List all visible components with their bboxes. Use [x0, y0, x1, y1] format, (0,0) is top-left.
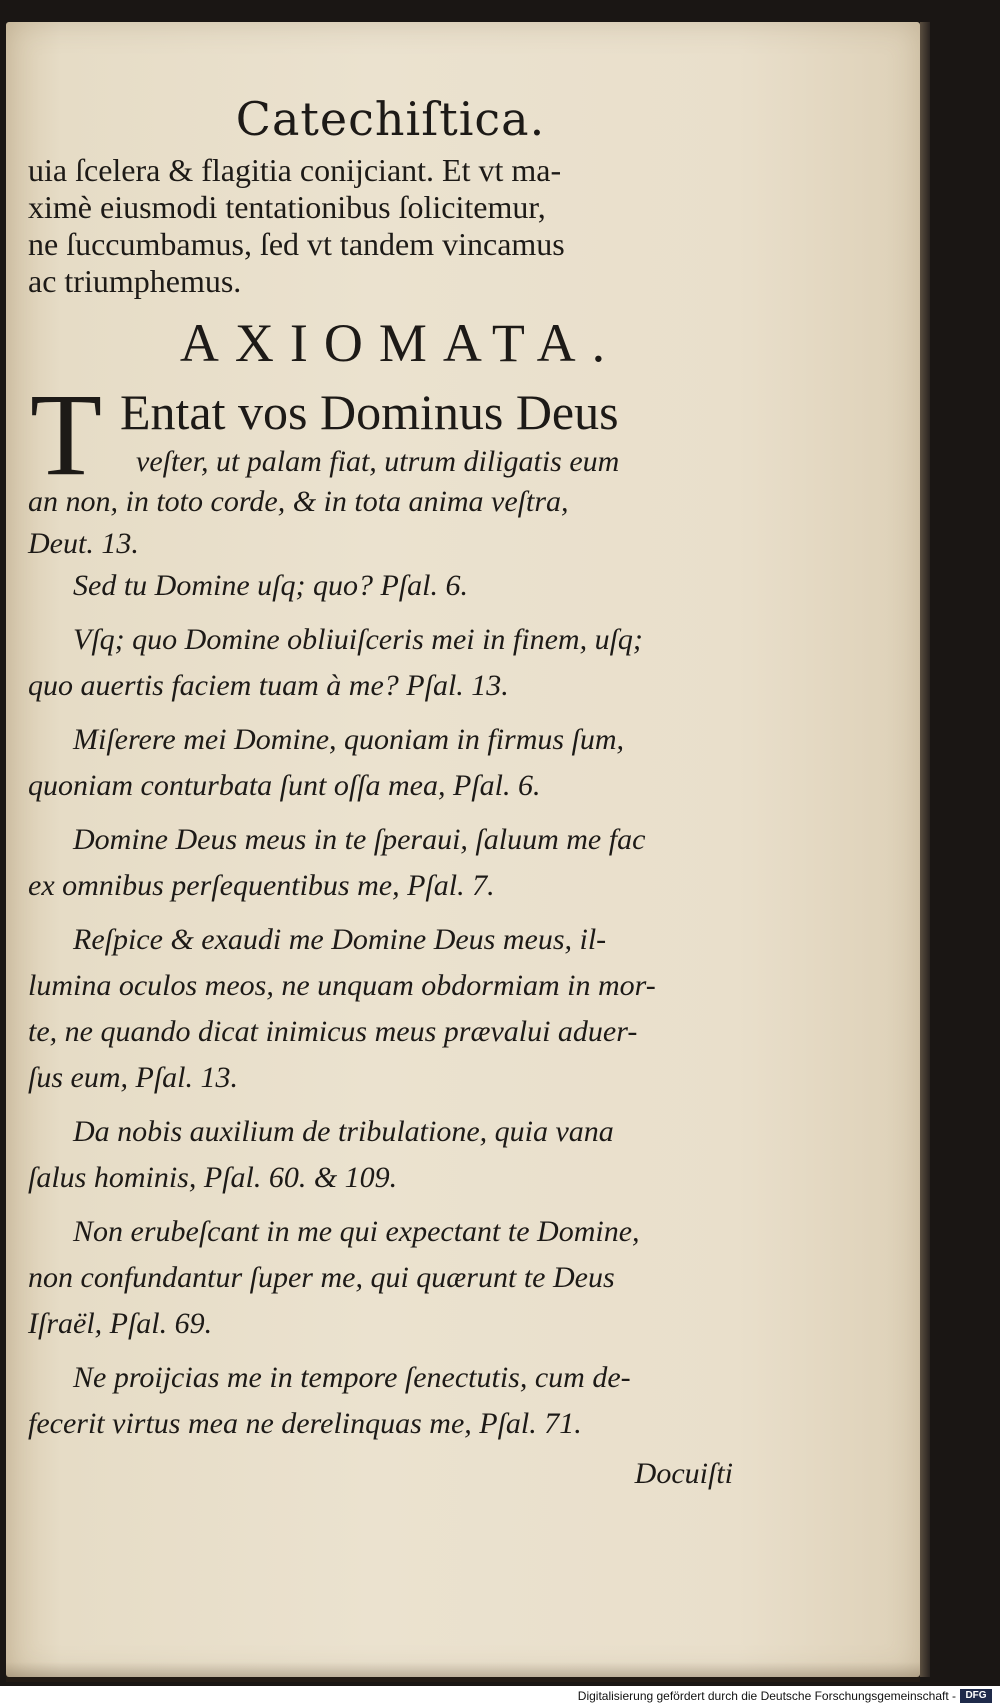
verse [28, 817, 733, 909]
verse-line: Iſraël, Pſal. 69. [28, 1307, 213, 1340]
axiom-line: veſter, ut palam fiat, utrum diligatis eum [136, 445, 620, 478]
verse [28, 563, 733, 609]
verse-line: Vſq; quo Domine obliuiſceris mei in finem, uſq; [73, 623, 643, 656]
axiom-reference: Deut. 13. [28, 527, 139, 560]
verse-line: fecerit virtus mea ne derelinquas me, Pſal. 71. [28, 1407, 582, 1440]
drop-cap: T [30, 369, 103, 500]
verse-line: ſus eum, Pſal. 13. [28, 1061, 238, 1094]
verse [28, 1209, 733, 1347]
running-head: Catechiſtica. [235, 92, 546, 146]
verse-list [28, 563, 733, 1447]
first-axiom [28, 369, 733, 560]
verse-line: ſalus hominis, Pſal. 60. & 109. [28, 1161, 398, 1194]
digitization-footer [0, 1686, 1000, 1708]
verse-line: quo auertis faciem tuam à me? Pſal. 13. [28, 669, 509, 702]
dfg-logo: DFG [960, 1689, 992, 1703]
verse-line: quoniam conturbata ſunt oſſa mea, Pſal. 6. [28, 769, 541, 802]
verse-line: Ne proijcias me in tempore ſenectutis, cum de- [73, 1361, 631, 1394]
page-bottom-edge [6, 1662, 920, 1682]
verse-line: Reſpice & exaudi me Domine Deus meus, il- [73, 923, 607, 956]
axiom-line: Entat vos Dominus Deus [120, 384, 619, 440]
verse-line: non confundantur ſuper me, qui quærunt te Deus [28, 1261, 615, 1294]
funding-notice: Digitalisierung gefördert durch die Deutsche Forschungsgemeinschaft - [577, 1689, 956, 1703]
verse [28, 617, 733, 709]
verse-line: Domine Deus meus in te ſperaui, ſaluum me fac [73, 823, 646, 856]
verse-line: ex omnibus perſequentibus me, Pſal. 7. [28, 869, 495, 902]
intro-line: ac triumphemus. [28, 263, 242, 299]
book-fore-edge [920, 22, 930, 1677]
verse [28, 717, 733, 809]
verse [28, 1109, 733, 1201]
verse-line: Sed tu Domine uſq; quo? Pſal. 6. [73, 569, 468, 602]
verse-line: te, ne quando dicat inimicus meus prævalui aduer- [28, 1015, 638, 1048]
page-text [28, 72, 733, 1491]
verse [28, 917, 733, 1101]
verse [28, 1355, 733, 1447]
intro-line: uia ſcelera & flagitia conijciant. Et vt ma- [28, 152, 562, 188]
verse-line: Da nobis auxilium de tribulatione, quia vana [73, 1115, 614, 1148]
intro-line: ne ſuccumbamus, ſed vt tandem vincamus [28, 226, 565, 262]
verse-line: lumina oculos meos, ne unquam obdormiam in mor- [28, 969, 656, 1002]
verse-line: Miſerere mei Domine, quoniam in firmus ſum, [73, 723, 625, 756]
intro-line: ximè eiusmodi tentationibus ſolicitemur, [28, 189, 546, 225]
catchword: Docuiſti [634, 1457, 733, 1490]
section-heading: AXIOMATA. [179, 313, 622, 373]
intro-paragraph [28, 152, 733, 300]
verse-line: Non erubeſcant in me qui expectant te Domine, [73, 1215, 640, 1248]
axiom-line: an non, in toto corde, & in tota anima veſtra, [28, 485, 569, 518]
